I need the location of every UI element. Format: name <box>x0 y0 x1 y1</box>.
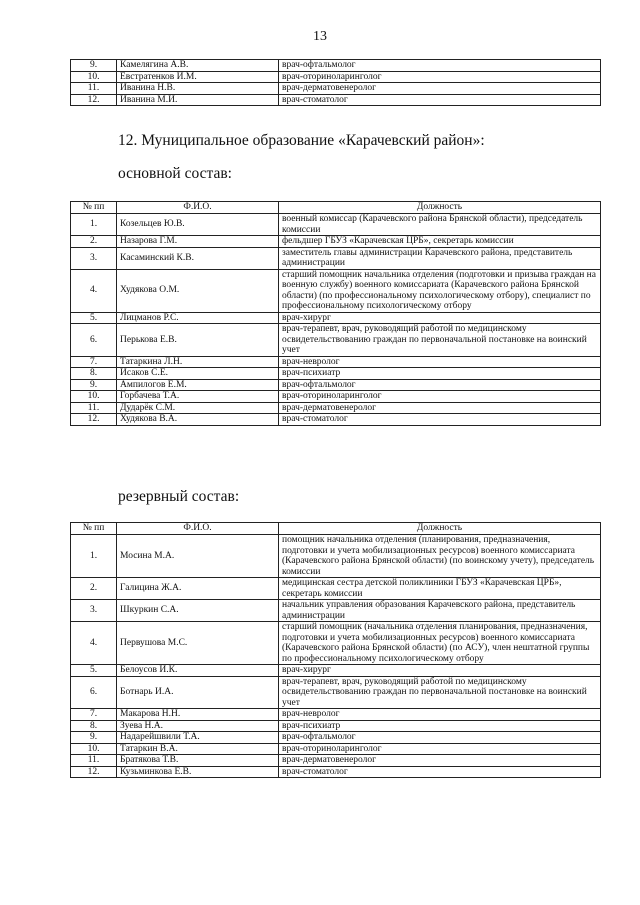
person-name: Шкуркин С.А. <box>117 600 279 622</box>
row-number: 10. <box>71 71 117 83</box>
row-number: 12. <box>71 766 117 778</box>
table-row <box>71 732 601 744</box>
person-name: Галицина Ж.А. <box>117 578 279 600</box>
table-row <box>71 676 601 709</box>
table-row <box>71 83 601 95</box>
person-name: Надарейшвили Т.А. <box>117 732 279 744</box>
person-position: врач-офтальмолог <box>279 60 601 72</box>
header-position: Должность <box>279 523 601 535</box>
person-position: фельдшер ГБУЗ «Карачевская ЦРБ», секретарь комиссии <box>279 236 601 248</box>
row-number: 1. <box>71 214 117 236</box>
person-name: Ботнарь И.А. <box>117 676 279 709</box>
row-number: 9. <box>71 60 117 72</box>
row-number: 10. <box>71 391 117 403</box>
person-position: врач-психиатр <box>279 720 601 732</box>
row-number: 8. <box>71 720 117 732</box>
row-number: 1. <box>71 535 117 578</box>
person-position: врач-дерматовенеролог <box>279 755 601 767</box>
person-position: врач-офтальмолог <box>279 379 601 391</box>
row-number: 11. <box>71 402 117 414</box>
row-number: 7. <box>71 356 117 368</box>
person-name: Первушова М.С. <box>117 622 279 665</box>
person-position: врач-терапевт, врач, руководящий работой по медицинскому освидетельствованию граждан по первоначальной постановке на воинский учет <box>279 324 601 357</box>
row-number: 10. <box>71 743 117 755</box>
main-composition-label: основной состав: <box>118 165 232 182</box>
person-position: врач-психиатр <box>279 368 601 380</box>
table-row <box>71 324 601 357</box>
table-row <box>71 600 601 622</box>
table-row <box>71 368 601 380</box>
header-name: Ф.И.О. <box>117 523 279 535</box>
table-row <box>71 214 601 236</box>
person-name: Камелягина А.В. <box>117 60 279 72</box>
reserve-composition-label: резервный состав: <box>118 488 240 505</box>
table-row <box>71 743 601 755</box>
table-row <box>71 709 601 721</box>
person-name: Кузьминкова Е.В. <box>117 766 279 778</box>
person-name: Ампилогов Е.М. <box>117 379 279 391</box>
person-position: врач-оториноларинголог <box>279 743 601 755</box>
person-position: старший помощник (начальника отделения планирования, предназначения, подготовки и учета мобилизационных ресурсов) военного комиссариата (Карачевского района Брянской области) (по АСУ), член нештатной группы по профессиональному психологическому отбору <box>279 622 601 665</box>
row-number: 11. <box>71 755 117 767</box>
row-number: 12. <box>71 94 117 106</box>
section-title: 12. Муниципальное образование «Карачевский район»: <box>118 132 485 149</box>
person-name: Лицманов Р.С. <box>117 312 279 324</box>
person-name: Макарова Н.Н. <box>117 709 279 721</box>
table-row <box>71 236 601 248</box>
person-position: врач-оториноларинголог <box>279 71 601 83</box>
person-position: врач-дерматовенеролог <box>279 83 601 95</box>
person-name: Худякова В.А. <box>117 414 279 426</box>
table-row <box>71 665 601 677</box>
row-number: 2. <box>71 236 117 248</box>
table-row <box>71 414 601 426</box>
row-number: 3. <box>71 247 117 269</box>
table-row <box>71 269 601 312</box>
row-number: 5. <box>71 665 117 677</box>
table-row <box>71 71 601 83</box>
person-position: помощник начальника отделения (планирования, предназначения, подготовки и учета мобилизационных ресурсов) военного комиссариата (Карачевского района Брянской области) (по воинскому учету), председатель комиссии <box>279 535 601 578</box>
table-header-row <box>71 523 601 535</box>
person-position: врач-стоматолог <box>279 766 601 778</box>
person-position: медицинская сестра детской поликлиники ГБУЗ «Карачевская ЦРБ», секретарь комиссии <box>279 578 601 600</box>
row-number: 6. <box>71 676 117 709</box>
table-row <box>71 535 601 578</box>
row-number: 2. <box>71 578 117 600</box>
person-name: Дударёк С.М. <box>117 402 279 414</box>
person-name: Иванина Н.В. <box>117 83 279 95</box>
person-name: Евстратенков И.М. <box>117 71 279 83</box>
table-row <box>71 247 601 269</box>
person-position: заместитель главы администрации Карачевского района, представитель администрации <box>279 247 601 269</box>
person-name: Белоусов И.К. <box>117 665 279 677</box>
table-row <box>71 94 601 106</box>
person-position: врач-дерматовенеролог <box>279 402 601 414</box>
person-name: Братякова Т.В. <box>117 755 279 767</box>
person-position: врач-оториноларинголог <box>279 391 601 403</box>
row-number: 4. <box>71 622 117 665</box>
table-row <box>71 622 601 665</box>
table-row <box>71 402 601 414</box>
reserve-composition-table <box>70 522 601 778</box>
person-name: Татаркин В.А. <box>117 743 279 755</box>
table-row <box>71 60 601 72</box>
person-name: Перькова Е.В. <box>117 324 279 357</box>
person-position: врач-хирург <box>279 312 601 324</box>
table-row <box>71 766 601 778</box>
person-position: начальник управления образования Карачевского района, представитель администрации <box>279 600 601 622</box>
person-name: Назарова Г.М. <box>117 236 279 248</box>
person-position: врач-хирург <box>279 665 601 677</box>
table-header-row <box>71 202 601 214</box>
row-number: 11. <box>71 83 117 95</box>
table-row <box>71 391 601 403</box>
person-name: Зуева Н.А. <box>117 720 279 732</box>
row-number: 5. <box>71 312 117 324</box>
person-name: Исаков С.Е. <box>117 368 279 380</box>
table-row <box>71 379 601 391</box>
header-position: Должность <box>279 202 601 214</box>
main-composition-table <box>70 201 601 426</box>
person-position: военный комиссар (Карачевского района Брянской области), председатель комиссии <box>279 214 601 236</box>
header-name: Ф.И.О. <box>117 202 279 214</box>
person-position: врач-невролог <box>279 709 601 721</box>
person-position: врач-стоматолог <box>279 414 601 426</box>
row-number: 9. <box>71 379 117 391</box>
table-row <box>71 755 601 767</box>
person-name: Худякова О.М. <box>117 269 279 312</box>
person-position: врач-терапевт, врач, руководящий работой по медицинскому освидетельствованию граждан по первоначальной постановке на воинский учет <box>279 676 601 709</box>
person-name: Козельцев Ю.В. <box>117 214 279 236</box>
top-continuation-table <box>70 59 601 106</box>
table-row <box>71 578 601 600</box>
page-number: 13 <box>313 29 327 44</box>
row-number: 12. <box>71 414 117 426</box>
person-name: Иванина М.И. <box>117 94 279 106</box>
table-row <box>71 312 601 324</box>
row-number: 6. <box>71 324 117 357</box>
header-num: № пп <box>71 202 117 214</box>
row-number: 9. <box>71 732 117 744</box>
person-name: Касаминский К.В. <box>117 247 279 269</box>
header-num: № пп <box>71 523 117 535</box>
person-name: Горбачева Т.А. <box>117 391 279 403</box>
person-position: врач-стоматолог <box>279 94 601 106</box>
row-number: 8. <box>71 368 117 380</box>
row-number: 4. <box>71 269 117 312</box>
table-row <box>71 720 601 732</box>
person-position: врач-невролог <box>279 356 601 368</box>
table-row <box>71 356 601 368</box>
person-name: Татаркина Л.Н. <box>117 356 279 368</box>
row-number: 7. <box>71 709 117 721</box>
person-position: врач-офтальмолог <box>279 732 601 744</box>
person-name: Мосина М.А. <box>117 535 279 578</box>
person-position: старший помощник начальника отделения (подготовки и призыва граждан на военную службу) военного комиссариата (Карачевского района Брянской области) (по профессиональному психологическому отбору), специалист по профессиональному психологическому отбору <box>279 269 601 312</box>
row-number: 3. <box>71 600 117 622</box>
